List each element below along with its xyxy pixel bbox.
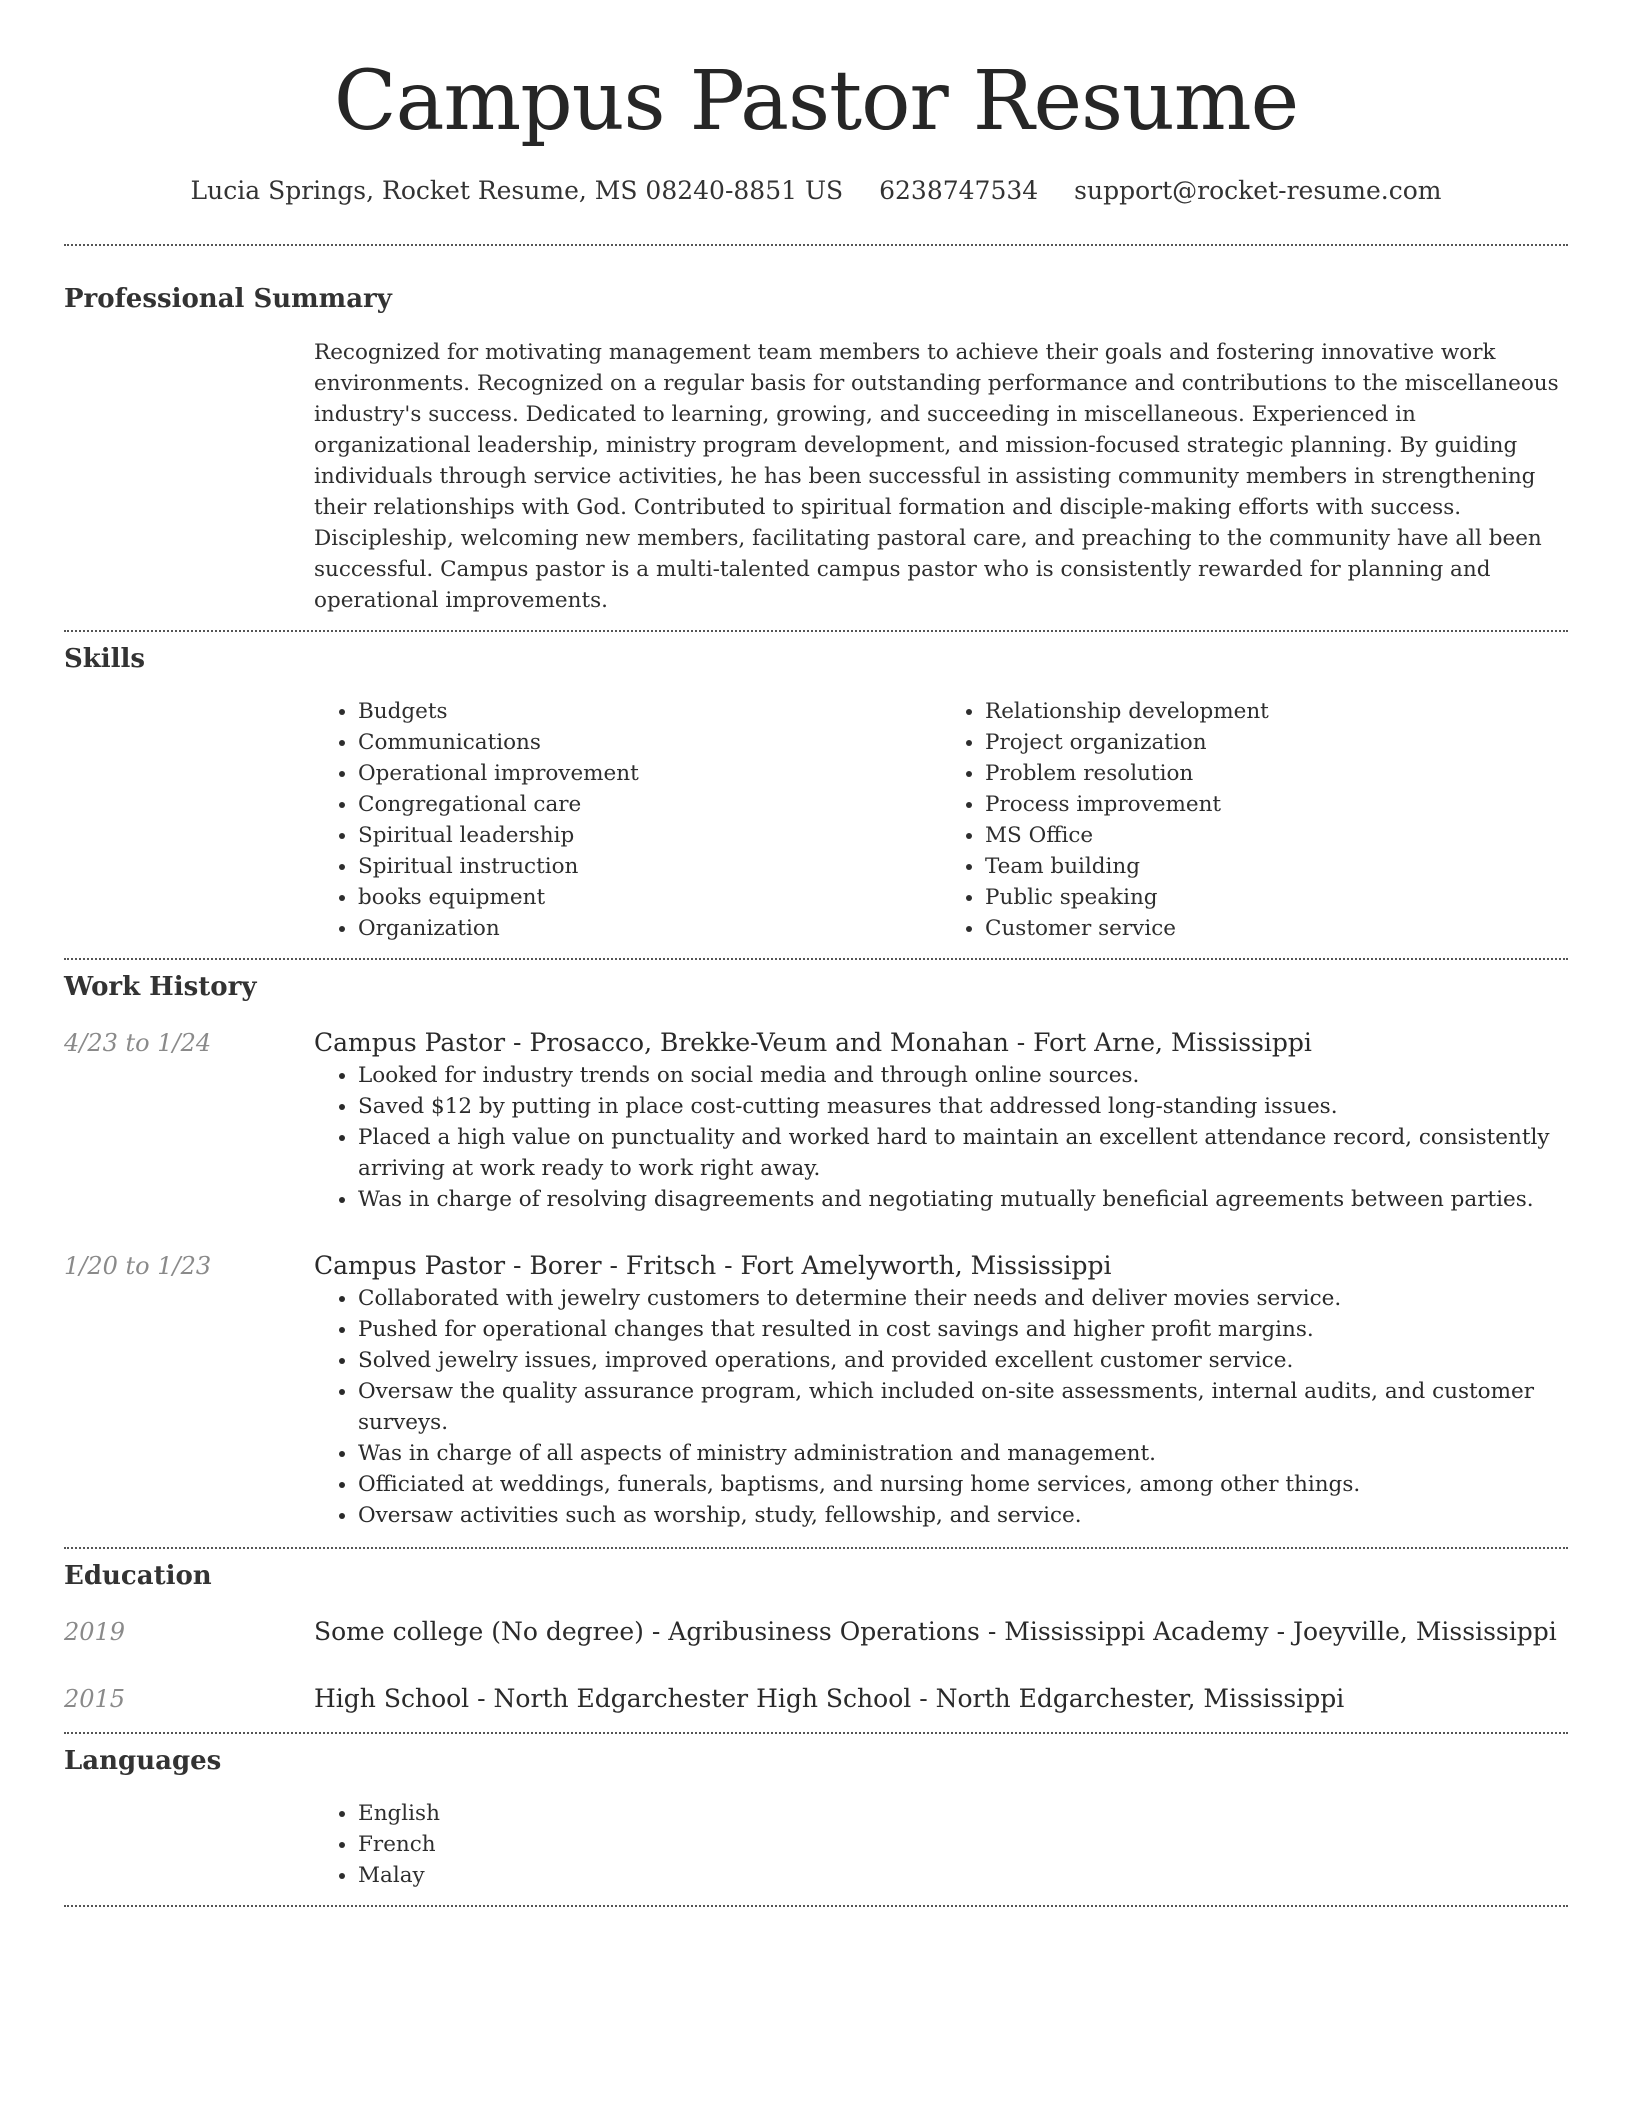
job-bullets — [314, 1060, 1568, 1215]
education-degree: High School — [314, 1684, 470, 1713]
job-role: Campus Pastor — [314, 1028, 506, 1057]
education-degree: Some college (No degree) - Agribusiness Operations — [314, 1617, 980, 1646]
education-section — [64, 1559, 1568, 1716]
education-year: 2015 — [64, 1685, 126, 1713]
job-bullets — [314, 1283, 1568, 1531]
job-role: Campus Pastor — [314, 1251, 506, 1280]
divider — [64, 1905, 1568, 1907]
job-entry — [64, 1249, 1568, 1531]
list-item: • Spiritual instruction — [358, 851, 941, 882]
divider — [64, 1547, 1568, 1549]
summary-section — [64, 282, 1568, 616]
list-item: • Spiritual leadership — [358, 820, 941, 851]
resume-title: Campus Pastor Resume — [333, 54, 1299, 149]
list-item: • books equipment — [358, 882, 941, 913]
skills-heading: Skills — [64, 644, 146, 674]
list-item: • Looked for industry trends on social media and through online sources. — [358, 1060, 1568, 1091]
skills-list-right — [941, 696, 1568, 944]
education-location: Joeyville, Mississippi — [1293, 1617, 1557, 1646]
job-title — [314, 1249, 1568, 1283]
resume-page — [64, 0, 1568, 1907]
list-item: • Budgets — [358, 696, 941, 727]
education-details — [314, 1615, 1568, 1649]
list-item: • Relationship development — [985, 696, 1568, 727]
summary-text: Recognized for motivating management team members to achieve their goals and fostering innovative work environments. Recognized on a regular basis for outstanding performance and contributions to the miscellaneous industry's success. Dedicated to learning, growing, and succeeding in miscellaneous. Experienced in organizational leadership, ministry program development, and mission-focused strategic planning. By guiding individuals through service activities, he has been successful in assisting community members in strengthening their relationships with God. Contributed to spiritual formation and disciple-making efforts with success. Discipleship, welcoming new members, facilitating pastoral care, and preaching to the community have all been successful. Campus pastor is a multi-talented campus pastor who is consistently rewarded for planning and operational improvements. — [314, 340, 1559, 613]
list-item: • Communications — [358, 727, 941, 758]
list-item: • Organization — [358, 913, 941, 944]
education-school: Mississippi Academy — [1004, 1617, 1269, 1646]
contact-address: Lucia Springs, Rocket Resume, MS 08240-8851 US — [190, 176, 844, 205]
education-entry — [64, 1615, 1568, 1649]
list-item: • Collaborated with jewelry customers to determine their needs and deliver movies service. — [358, 1283, 1568, 1314]
job-company: Borer - Fritsch — [529, 1251, 717, 1280]
divider — [64, 1732, 1568, 1734]
education-entry — [64, 1682, 1568, 1716]
contact-phone: 6238747534 — [879, 176, 1039, 205]
list-item: • Process improvement — [985, 789, 1568, 820]
separator: - — [979, 1617, 1005, 1646]
list-item: • Oversaw the quality assurance program, which included on-site assessments, internal audits, and customer surveys. — [358, 1376, 1568, 1438]
contact-line — [64, 174, 1568, 208]
divider — [64, 630, 1568, 632]
list-item: • Malay — [358, 1860, 1568, 1891]
list-item: • MS Office — [985, 820, 1568, 851]
list-item: • English — [358, 1798, 1568, 1829]
education-school: North Edgarchester High School — [493, 1684, 912, 1713]
job-company: Prosacco, Brekke-Veum and Monahan — [529, 1028, 1009, 1057]
education-details — [314, 1682, 1568, 1716]
summary-heading: Professional Summary — [64, 284, 392, 314]
list-item: • French — [358, 1829, 1568, 1860]
list-item: • Customer service — [985, 913, 1568, 944]
list-item: • Project organization — [985, 727, 1568, 758]
languages-heading: Languages — [64, 1746, 222, 1776]
job-location: Fort Arne, Mississippi — [1033, 1028, 1312, 1057]
separator: - — [505, 1028, 530, 1057]
list-item: • Pushed for operational changes that resulted in cost savings and higher profit margins. — [358, 1314, 1568, 1345]
list-item: • Public speaking — [985, 882, 1568, 913]
separator: - — [1268, 1617, 1294, 1646]
list-item: • Operational improvement — [358, 758, 941, 789]
education-heading: Education — [64, 1561, 212, 1591]
contact-email: support@rocket-resume.com — [1074, 176, 1442, 205]
list-item: • Team building — [985, 851, 1568, 882]
job-entry — [64, 1026, 1568, 1215]
list-item: • Oversaw activities such as worship, study, fellowship, and service. — [358, 1500, 1568, 1531]
separator: - — [469, 1684, 494, 1713]
list-item: • Was in charge of resolving disagreements and negotiating mutually beneficial agreements between parties. — [358, 1184, 1568, 1215]
skills-section — [64, 642, 1568, 944]
separator: - — [716, 1251, 741, 1280]
job-dates: 1/20 to 1/23 — [64, 1252, 212, 1280]
education-year: 2019 — [64, 1618, 126, 1646]
skills-list-left — [314, 696, 941, 944]
work-heading: Work History — [64, 972, 257, 1002]
separator: - — [1008, 1028, 1034, 1057]
separator: - — [505, 1251, 530, 1280]
work-section — [64, 970, 1568, 1531]
list-item: • Congregational care — [358, 789, 941, 820]
separator: - — [911, 1684, 936, 1713]
list-item: • Was in charge of all aspects of ministry administration and management. — [358, 1438, 1568, 1469]
list-item: • Problem resolution — [985, 758, 1568, 789]
education-location: North Edgarchester, Mississippi — [935, 1684, 1345, 1713]
languages-section — [64, 1744, 1568, 1891]
job-title — [314, 1026, 1568, 1060]
divider — [64, 958, 1568, 960]
divider — [64, 244, 1568, 246]
list-item: • Officiated at weddings, funerals, baptisms, and nursing home services, among other things. — [358, 1469, 1568, 1500]
list-item: • Saved $12 by putting in place cost-cutting measures that addressed long-standing issues. — [358, 1091, 1568, 1122]
languages-list — [314, 1798, 1568, 1891]
job-dates: 4/23 to 1/24 — [64, 1029, 212, 1057]
list-item: • Placed a high value on punctuality and worked hard to maintain an excellent attendance record, consistently arriving at work ready to work right away. — [358, 1122, 1568, 1184]
list-item: • Solved jewelry issues, improved operations, and provided excellent customer service. — [358, 1345, 1568, 1376]
job-location: Fort Amelyworth, Mississippi — [740, 1251, 1112, 1280]
